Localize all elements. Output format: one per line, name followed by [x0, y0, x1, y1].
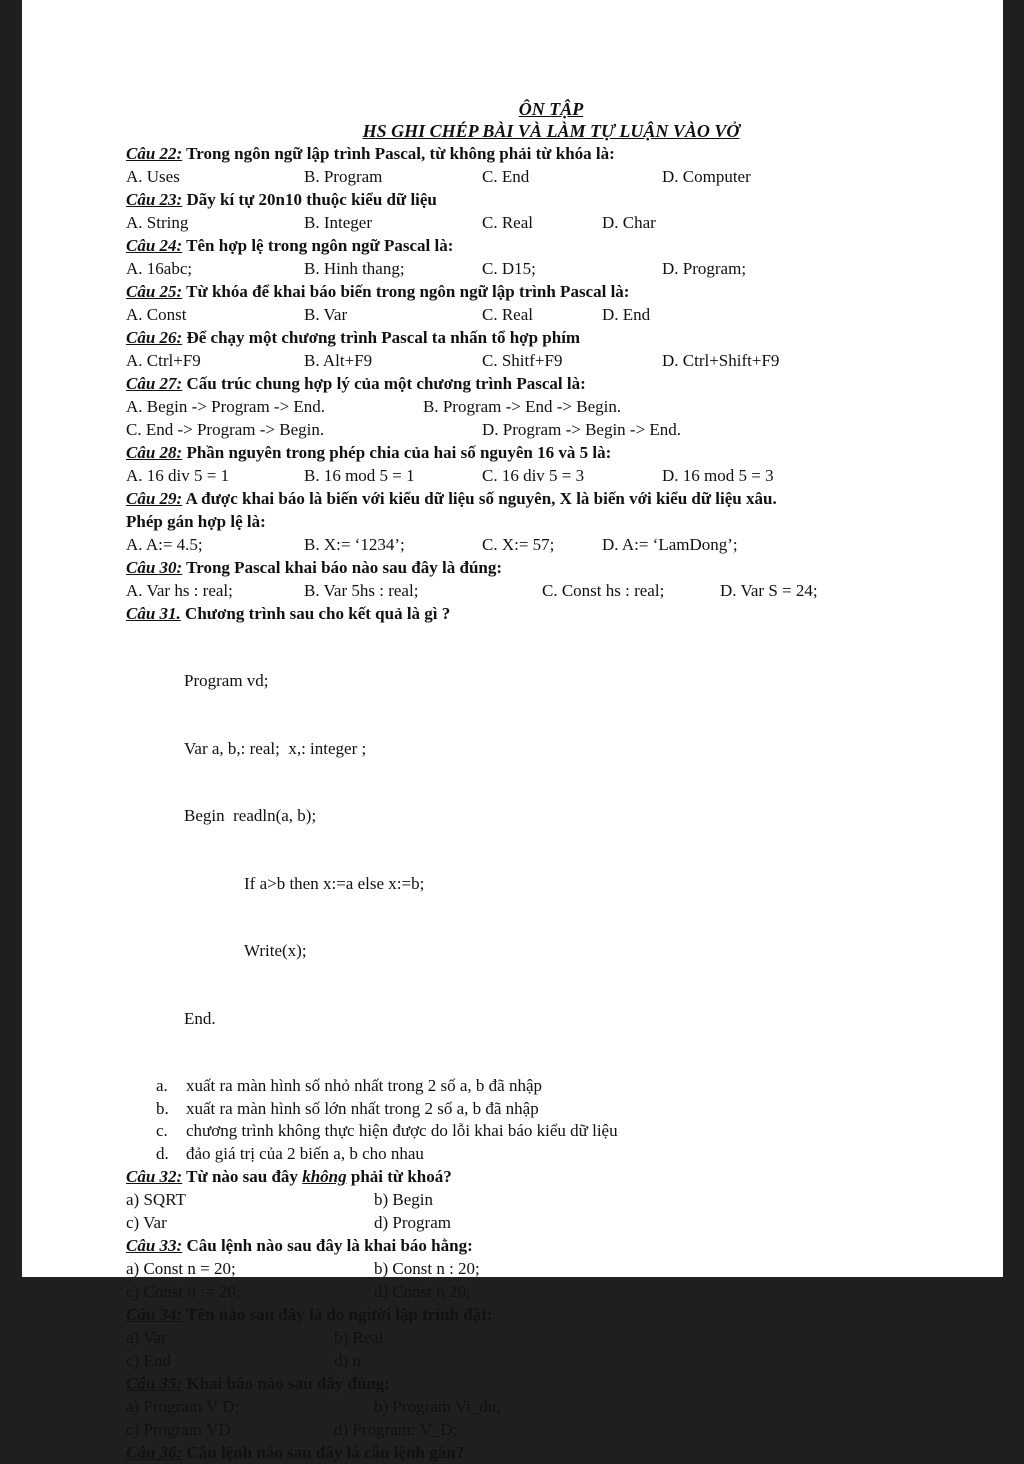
question-text: Tên nào sau đây là do người lập trình đặt:: [182, 1305, 493, 1324]
question-27: [126, 372, 926, 395]
options-row: [126, 1326, 926, 1349]
options-row: [126, 165, 926, 188]
option-d: d) n: [334, 1351, 361, 1370]
question-text: Câu lệnh nào sau đây là khai báo hằng:: [182, 1236, 473, 1255]
option-b: B. Alt+F9: [304, 351, 373, 370]
options-row: [126, 1211, 926, 1234]
option-b: B. Program: [304, 167, 383, 186]
options-row: [126, 257, 926, 280]
question-text: Trong Pascal khai báo nào sau đây là đúng:: [182, 558, 503, 577]
option-b: B. Var 5hs : real;: [304, 581, 419, 600]
option-a: A. Begin -> Program -> End.: [126, 397, 326, 416]
option-a: A. 16abc;: [126, 259, 193, 278]
question-34: [126, 1303, 926, 1326]
choice-c: [126, 1120, 926, 1143]
choice-text: xuất ra màn hình số nhỏ nhất trong 2 số a, b đã nhập: [186, 1076, 542, 1095]
question-36: [126, 1441, 926, 1464]
options-row: [126, 1418, 926, 1441]
option-c: C. D15;: [482, 259, 536, 278]
code-line: Write(x);: [244, 941, 307, 960]
question-29-continued: [126, 510, 926, 533]
question-number: Câu 23:: [126, 190, 183, 209]
question-24: [126, 234, 926, 257]
choice-letter: d.: [156, 1143, 169, 1163]
question-text: A được khai báo là biến với kiểu dữ liệu số nguyên, X là biến với kiểu dữ liệu xâu.: [182, 489, 777, 508]
question-number: Câu 36:: [126, 1443, 183, 1462]
choice-b: [126, 1098, 926, 1121]
option-d: D. Ctrl+Shift+F9: [662, 351, 780, 370]
code-line: Var a, b,: real; x,: integer ;: [184, 738, 367, 758]
options-row: [126, 349, 926, 372]
options-row: [126, 395, 926, 418]
option-b: b) Const n : 20;: [374, 1259, 480, 1278]
question-23: [126, 188, 926, 211]
question-number: Câu 25:: [126, 282, 183, 301]
option-b: B. Program -> End -> Begin.: [423, 397, 622, 416]
option-c: c) Program VD: [126, 1420, 231, 1439]
question-number: Câu 33:: [126, 1236, 183, 1255]
option-b: b) Program Vi_du;: [374, 1397, 502, 1416]
question-number: Câu 29:: [126, 489, 183, 508]
question-25: [126, 280, 926, 303]
question-number: Câu 22:: [126, 144, 183, 163]
choice-letter: b.: [156, 1098, 169, 1118]
question-26: [126, 326, 926, 349]
option-a: A. String: [126, 213, 189, 232]
option-d: D. 16 mod 5 = 3: [662, 466, 774, 485]
question-number: Câu 28:: [126, 443, 183, 462]
code-block: [126, 625, 926, 1075]
choice-text: chương trình không thực hiện được do lỗi khai báo kiểu dữ liệu: [186, 1121, 618, 1140]
document-page: [22, 0, 1003, 1462]
option-c: c) Var: [126, 1213, 167, 1232]
choice-letter: c.: [156, 1121, 168, 1140]
page-subtitle: HS GHI CHÉP BÀI VÀ LÀM TỰ LUẬN VÀO VỞ: [362, 121, 740, 141]
question-text: Khai báo nào sau đây đúng:: [182, 1374, 391, 1393]
choice-d: [126, 1143, 926, 1166]
option-d: d) Const n 20;: [374, 1282, 471, 1301]
choice-text: xuất ra màn hình số lớn nhất trong 2 số a, b đã nhập: [186, 1098, 539, 1118]
choice-a: [126, 1075, 926, 1098]
option-c: c) End: [126, 1351, 171, 1370]
question-text: Từ nào sau đây: [182, 1167, 303, 1186]
option-b: b) Begin: [374, 1190, 434, 1209]
choice-letter: a.: [156, 1076, 168, 1095]
options-row: [126, 211, 926, 234]
code-line: Begin readln(a, b);: [184, 806, 317, 825]
options-row: [126, 533, 926, 556]
question-number: Câu 32:: [126, 1167, 183, 1186]
option-d: D. Computer: [662, 167, 751, 186]
option-c: C. X:= 57;: [482, 535, 555, 554]
option-a: a) Var: [126, 1328, 167, 1347]
option-a: A. Var hs : real;: [126, 581, 233, 600]
question-text: Từ khóa để khai báo biến trong ngôn ngữ lập trình Pascal là:: [182, 282, 630, 301]
option-d: d) Program: [374, 1213, 451, 1232]
question-33: [126, 1234, 926, 1257]
question-text-line-2: Phép gán hợp lệ là:: [126, 512, 266, 531]
option-d: D. A:= ‘LamDong’;: [602, 535, 738, 554]
option-d: D. Var S = 24;: [720, 581, 818, 600]
question-31: [126, 602, 926, 625]
question-text: Để chạy một chương trình Pascal ta nhấn tổ hợp phím: [182, 328, 581, 347]
option-a: A. Uses: [126, 167, 180, 186]
question-number: Câu 35:: [126, 1374, 183, 1393]
question-text: phải từ khoá?: [346, 1167, 452, 1186]
code-line: End.: [184, 1008, 216, 1028]
question-text: Câu lệnh nào sau đây là câu lệnh gán?: [182, 1443, 465, 1462]
question-text: Cấu trúc chung hợp lý của một chương trình Pascal là:: [182, 374, 586, 393]
question-number: Câu 30:: [126, 558, 183, 577]
question-29: [126, 487, 926, 510]
document-content: [126, 98, 926, 1464]
option-a: a) Program V D;: [126, 1397, 240, 1416]
option-d: D. End: [602, 305, 651, 324]
option-c: C. End: [482, 167, 530, 186]
page-title: ÔN TẬP: [518, 99, 584, 119]
code-line: If a>b then x:=a else x:=b;: [244, 873, 425, 893]
question-text-emphasis: không: [302, 1167, 347, 1186]
option-a: a) SQRT: [126, 1190, 186, 1209]
option-d: D. Char: [602, 213, 656, 232]
options-row: [126, 1280, 926, 1303]
question-number: Câu 26:: [126, 328, 183, 347]
options-row: [126, 303, 926, 326]
question-30: [126, 556, 926, 579]
option-d: d) Program: V_D;: [334, 1420, 458, 1439]
question-text: Chương trình sau cho kết quả là gì ?: [180, 604, 451, 623]
question-text: Phần nguyên trong phép chia của hai số nguyên 16 và 5 là:: [182, 443, 612, 462]
options-row: [126, 1395, 926, 1418]
choice-text: đảo giá trị của 2 biến a, b cho nhau: [186, 1143, 424, 1163]
option-a: A. A:= 4.5;: [126, 535, 203, 554]
option-c: C. End -> Program -> Begin.: [126, 420, 325, 439]
question-35: [126, 1372, 926, 1395]
options-row: [126, 1349, 926, 1372]
code-line: Program vd;: [184, 671, 269, 690]
option-a: A. Const: [126, 305, 187, 324]
question-number: Câu 24:: [126, 236, 183, 255]
option-b: B. Var: [304, 305, 348, 324]
option-c: C. 16 div 5 = 3: [482, 466, 585, 485]
question-text: Tên hợp lệ trong ngôn ngữ Pascal là:: [182, 236, 454, 255]
option-b: b) Real: [334, 1328, 384, 1347]
options-row: [126, 1188, 926, 1211]
question-32: [126, 1165, 926, 1188]
question-28: [126, 441, 926, 464]
option-c: C. Shitf+F9: [482, 351, 563, 370]
option-a: A. Ctrl+F9: [126, 351, 201, 370]
question-number: Câu 27:: [126, 374, 183, 393]
option-c: C. Real: [482, 213, 533, 232]
question-text: Trong ngôn ngữ lập trình Pascal, từ không phải từ khóa là:: [182, 144, 615, 163]
option-b: B. 16 mod 5 = 1: [304, 466, 415, 485]
options-row: [126, 579, 926, 602]
question-number: Câu 34:: [126, 1305, 183, 1324]
option-c: C. Real: [482, 305, 533, 324]
option-d: D. Program -> Begin -> End.: [482, 420, 682, 439]
option-a: A. 16 div 5 = 1: [126, 466, 230, 485]
options-row: [126, 418, 926, 441]
option-a: a) Const n = 20;: [126, 1259, 236, 1278]
question-22: [126, 142, 926, 165]
question-number: Câu 31.: [126, 604, 181, 623]
option-b: B. Integer: [304, 213, 372, 232]
option-b: B. Hinh thang;: [304, 259, 405, 278]
options-row: [126, 464, 926, 487]
option-d: D. Program;: [662, 259, 747, 278]
question-text: Dãy kí tự 20n10 thuộc kiểu dữ liệu: [182, 190, 437, 209]
option-c: C. Const hs : real;: [542, 581, 665, 600]
option-c: c) Const n := 20;: [126, 1282, 241, 1301]
option-b: B. X:= ‘1234’;: [304, 535, 405, 554]
